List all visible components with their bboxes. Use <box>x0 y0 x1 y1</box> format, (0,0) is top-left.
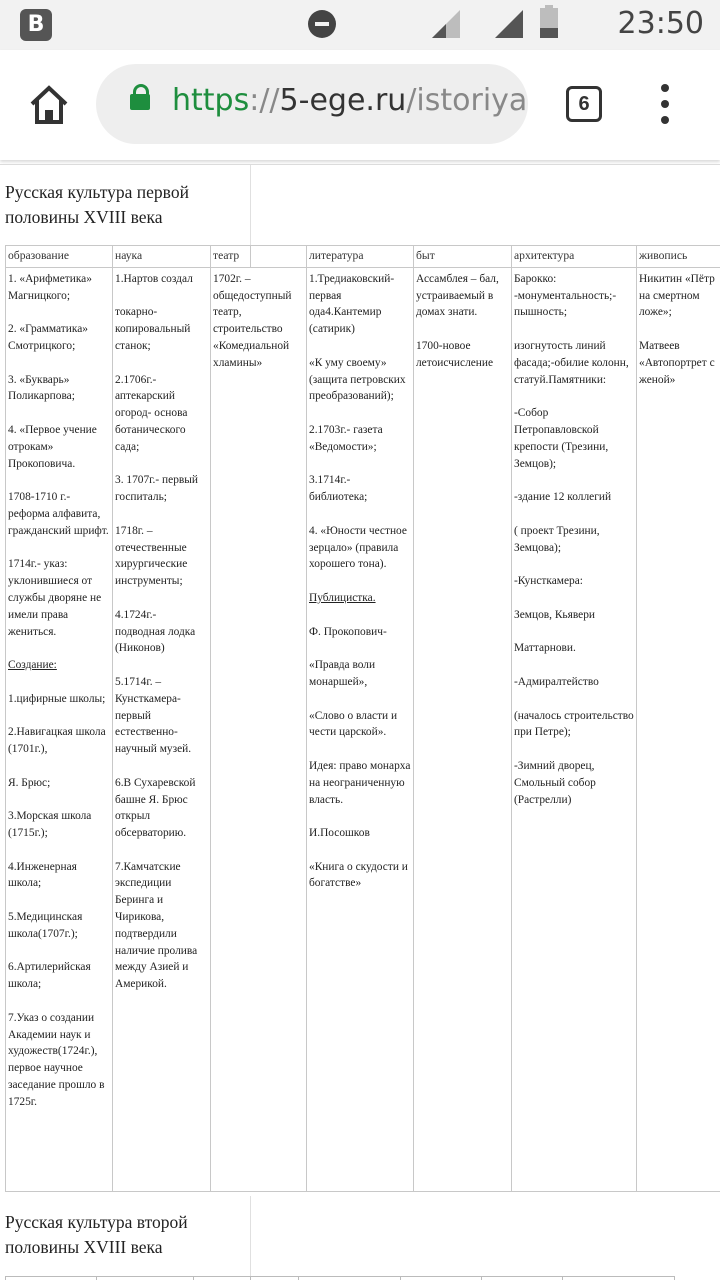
painting-cell <box>637 267 720 1191</box>
do-not-disturb-icon <box>308 10 336 38</box>
list-item: Барокко: -монументальность;-пышность; <box>514 272 617 319</box>
list-item: 1700-новое летоисчисление <box>416 339 494 369</box>
table-row <box>6 267 720 1191</box>
home-icon <box>24 80 74 130</box>
list-item: ( проект Трезини, Земцова); <box>514 524 600 554</box>
list-item: Идея: право монарха на неограниченную власть. <box>309 759 411 806</box>
tab-switcher-button[interactable]: 6 <box>566 86 602 122</box>
list-item: Создание: <box>8 659 57 672</box>
list-item: 2. «Грамматика» Смотрицкого; <box>8 323 88 352</box>
section-title-first-half: Русская культура первой половины XVIII века <box>5 182 189 227</box>
list-item: Никитин «Пётр на смертном ложе»; <box>639 272 715 319</box>
list-item: 4.1724г.- подводная лодка (Никонов) <box>115 608 196 655</box>
home-button[interactable] <box>24 80 74 130</box>
list-item: (началось строительство при Петре); <box>514 709 634 739</box>
list-item: 6.Артилерийская школа; <box>8 961 91 991</box>
list-item: 1.цифирные школы; <box>8 692 106 705</box>
header-science: наука <box>113 246 211 268</box>
list-item: 5.Медицинская школа(1707г.); <box>8 911 83 940</box>
list-item: Маттарнови. <box>514 642 576 655</box>
cell-signal-icon <box>495 10 523 38</box>
list-item: 2.1706г.- аптекарский огород- основа ботанического сада; <box>115 373 188 453</box>
daily-life-cell <box>414 267 512 1191</box>
header-painting: живопись <box>637 246 720 268</box>
list-item: 2.Навигацкая школа (1701г.), <box>8 726 106 756</box>
list-item: Я. Брюс; <box>8 776 51 789</box>
list-item: 4. «Первое учение отрокам» Прокоповича. <box>8 423 97 470</box>
list-item: 1714г.- указ: уклонившиеся от службы дворяне не имели права жениться. <box>8 558 102 638</box>
section-title-second-half: Русская культура второй половины XVIII века <box>5 1212 188 1257</box>
url-path: /istoriya <box>406 83 528 118</box>
status-bar <box>0 0 720 50</box>
culture-table <box>5 245 720 1192</box>
list-item: -Собор Петропавловской крепости (Трезини, Земцов); <box>514 407 609 470</box>
literature-cell <box>307 267 414 1191</box>
list-item: И.Посошков <box>309 827 370 840</box>
list-item: «Книга о скудости и богатстве» <box>309 860 408 890</box>
overflow-menu-button[interactable] <box>650 84 680 124</box>
battery-icon <box>540 8 558 38</box>
clock: 23:50 <box>617 6 704 41</box>
list-item: «Правда воли монаршей», <box>309 659 376 688</box>
menu-dot-icon <box>661 116 669 124</box>
list-item: 1.Тредиаковский-первая ода4.Кантемир (сатирик) <box>309 272 395 336</box>
header-education: образование <box>6 246 113 268</box>
education-cell <box>6 267 113 1191</box>
table-header-row <box>6 246 720 268</box>
list-item: изогнутость линий фасада;-обилие колонн, статуй.Памятники: <box>514 339 629 386</box>
list-item: 3. 1707г.- первый госпиталь; <box>115 474 199 504</box>
menu-dot-icon <box>661 84 669 92</box>
list-item: -Зимний дворец, Смольный собор (Растрелли) <box>514 759 596 806</box>
header-daily-life: быт <box>414 246 512 268</box>
list-item: 5.1714г. – Кунсткамера- первый естественно-научный музей. <box>115 675 192 756</box>
list-item: -Кунсткамера: <box>514 575 583 588</box>
list-item: токарно-копировальный станок; <box>115 306 191 352</box>
list-item: Матвеев «Автопортрет с женой» <box>639 339 715 386</box>
theatre-cell <box>211 267 307 1191</box>
list-item: 7.Камчатские экспедиции Беринга и Чирикова, подтвердили наличие пролива между Азией и Америкой. <box>115 860 198 991</box>
list-item: 3. «Букварь» Поликарпова; <box>8 373 75 403</box>
list-item: 1.Нартов создал <box>115 272 193 285</box>
architecture-cell <box>512 267 637 1191</box>
list-item: 3.1714г.- библиотека; <box>309 474 368 504</box>
science-cell <box>113 267 211 1191</box>
list-item: 1718г. – отечественные хирургические инструменты; <box>115 524 188 588</box>
page-content <box>0 160 720 1280</box>
app-notification-icon: B <box>20 9 52 41</box>
list-item: 1. «Арифметика» Магницкого; <box>8 272 92 302</box>
header-literature: литература <box>307 246 414 268</box>
list-item: 1702г. – общедоступный театр, строительство «Комедиальной хламины» <box>213 272 292 369</box>
list-item: 6.В Сухаревской башне Я. Брюс открыл обсерваторию. <box>115 776 196 840</box>
list-item: Ассамблея – бал, устраиваемый в домах знати. <box>416 272 499 319</box>
list-item: -здание 12 коллегий <box>514 491 612 504</box>
wifi-signal-level-icon <box>432 24 446 38</box>
url-text[interactable] <box>172 83 527 118</box>
list-item: Земцов, Кьявери <box>514 608 596 621</box>
list-item: 4. «Юности честное зерцало» (правила хорошего тона). <box>309 524 407 571</box>
menu-dot-icon <box>661 100 669 108</box>
lock-icon <box>130 94 150 110</box>
list-item: 3.Морская школа (1715г.); <box>8 810 92 840</box>
header-architecture: архитектура <box>512 246 637 268</box>
list-item: 1708-1710 г.- реформа алфавита, гражданский шрифт. <box>8 491 109 537</box>
browser-toolbar <box>0 50 720 160</box>
url-separator: :// <box>249 83 280 118</box>
header-empty <box>251 246 307 268</box>
list-item: 2.1703г.- газета «Ведомости»; <box>309 423 383 453</box>
url-scheme: https <box>172 83 250 118</box>
list-item: «К уму своему» (защита петровских преобразований); <box>309 356 406 403</box>
header-theatre: театр <box>211 246 251 268</box>
list-item: Ф. Прокопович- <box>309 625 387 638</box>
address-bar[interactable] <box>96 64 528 144</box>
url-host: 5-ege.ru <box>279 83 407 118</box>
list-item: 4.Инженерная школа; <box>8 860 77 890</box>
next-table-edge <box>5 1276 675 1280</box>
list-item: 7.Указ о создании Академии наук и художеств(1724г.), первое научное заседание прошло в 1725г. <box>8 1011 105 1108</box>
list-item: Публицистка. <box>309 591 376 604</box>
list-item: -Адмиралтейство <box>514 675 599 688</box>
list-item: «Слово о власти и чести царской». <box>309 709 398 739</box>
